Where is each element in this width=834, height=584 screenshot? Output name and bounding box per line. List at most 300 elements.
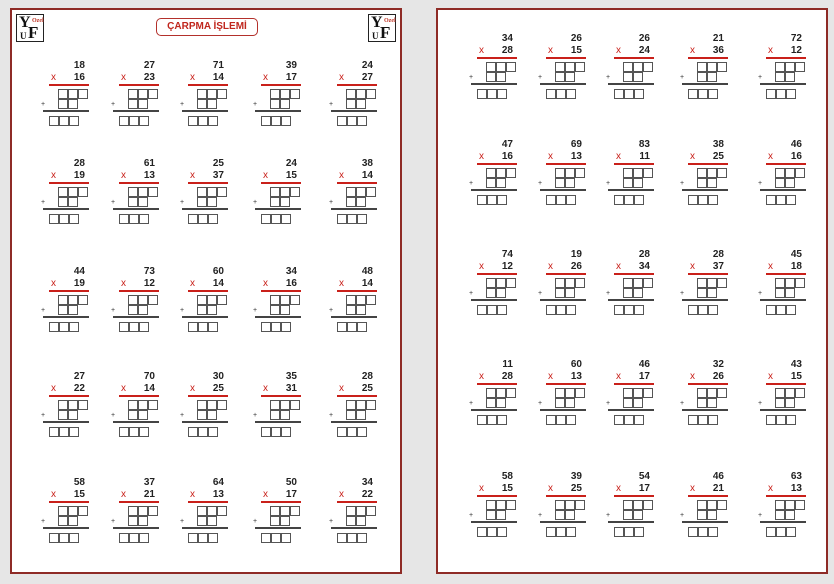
multiplicand: 60: [212, 266, 224, 277]
red-underline: [546, 163, 586, 165]
multiply-sign: x: [51, 278, 56, 289]
multiplier: 19: [73, 170, 85, 181]
answer-box: [346, 305, 356, 315]
answer-box: [775, 72, 785, 82]
answer-box: [356, 295, 366, 305]
multiplier: 37: [712, 261, 724, 272]
multiply-sign: x: [616, 45, 621, 56]
answer-box: [707, 510, 717, 520]
multiplication-problem: [608, 249, 656, 323]
answer-box: [566, 527, 576, 537]
multiplication-problem: [182, 60, 230, 134]
multiplication-problem: [760, 33, 808, 107]
answer-box: [49, 116, 59, 126]
answer-box: [197, 295, 207, 305]
logo-icon-right: Y Ozel U F: [368, 14, 396, 42]
red-underline: [477, 383, 517, 385]
answer-box: [717, 168, 727, 178]
answer-box: [776, 415, 786, 425]
sum-line: [471, 83, 517, 85]
multiply-sign: x: [690, 483, 695, 494]
answer-box: [795, 168, 805, 178]
multiplicand: 45: [790, 249, 802, 260]
red-underline: [119, 395, 159, 397]
multiplicand: 63: [790, 471, 802, 482]
answer-box: [506, 278, 516, 288]
answer-box: [486, 168, 496, 178]
multiplier: 14: [143, 383, 155, 394]
answer-box: [337, 427, 347, 437]
answer-box: [623, 500, 633, 510]
multiplicand: 24: [285, 158, 297, 169]
multiplier: 16: [790, 151, 802, 162]
red-underline: [477, 273, 517, 275]
answer-box: [280, 187, 290, 197]
multiplicand: 47: [501, 139, 513, 150]
multiplier: 13: [143, 170, 155, 181]
answer-box: [347, 322, 357, 332]
sum-line: [182, 316, 228, 318]
answer-box: [565, 388, 575, 398]
sum-line: [182, 527, 228, 529]
sum-line: [331, 527, 377, 529]
answer-box: [138, 400, 148, 410]
answer-box: [707, 62, 717, 72]
sum-line: [182, 110, 228, 112]
sum-line: [608, 409, 654, 411]
multiply-sign: x: [616, 261, 621, 272]
answer-box: [565, 62, 575, 72]
answer-box: [496, 72, 506, 82]
red-underline: [261, 501, 301, 503]
sum-line: [608, 83, 654, 85]
answer-box: [197, 99, 207, 109]
multiply-sign: x: [190, 72, 195, 83]
answer-box: [496, 398, 506, 408]
red-underline: [477, 163, 517, 165]
answer-box: [688, 527, 698, 537]
plus-sign: +: [469, 180, 474, 187]
answer-box: [707, 168, 717, 178]
answer-box: [486, 62, 496, 72]
plus-sign: +: [253, 307, 258, 314]
answer-box: [208, 533, 218, 543]
answer-box: [139, 322, 149, 332]
answer-box: [623, 62, 633, 72]
multiplier: 12: [790, 45, 802, 56]
answer-box: [634, 305, 644, 315]
answer-box: [139, 427, 149, 437]
multiplicand: 39: [285, 60, 297, 71]
plus-sign: +: [680, 180, 685, 187]
answer-box: [366, 295, 376, 305]
answer-box: [633, 388, 643, 398]
multiplication-problem: [760, 249, 808, 323]
multiply-sign: x: [263, 278, 268, 289]
multiplication-problem: [182, 266, 230, 340]
answer-box: [555, 510, 565, 520]
answer-box: [128, 295, 138, 305]
plus-sign: +: [758, 74, 763, 81]
multiplier: 15: [73, 489, 85, 500]
answer-box: [555, 278, 565, 288]
answer-box: [486, 178, 496, 188]
answer-box: [58, 516, 68, 526]
worksheet-page-right: [436, 8, 828, 574]
sum-line: [331, 208, 377, 210]
multiplication-problem: [255, 371, 303, 445]
answer-box: [128, 305, 138, 315]
answer-box: [337, 322, 347, 332]
multiplicand: 28: [638, 249, 650, 260]
answer-box: [197, 305, 207, 315]
red-underline: [546, 495, 586, 497]
red-underline: [337, 182, 377, 184]
answer-box: [346, 187, 356, 197]
multiplicand: 27: [143, 60, 155, 71]
answer-box: [290, 187, 300, 197]
multiply-sign: x: [768, 261, 773, 272]
multiplier: 14: [361, 278, 373, 289]
multiplier: 37: [212, 170, 224, 181]
answer-box: [280, 410, 290, 420]
sum-line: [760, 409, 806, 411]
multiplicand: 30: [212, 371, 224, 382]
answer-box: [128, 187, 138, 197]
multiplier: 25: [712, 151, 724, 162]
multiplication-problem: [471, 359, 519, 433]
plus-sign: +: [180, 101, 185, 108]
multiply-sign: x: [768, 371, 773, 382]
answer-box: [280, 295, 290, 305]
answer-box: [68, 187, 78, 197]
answer-box: [785, 288, 795, 298]
answer-box: [347, 427, 357, 437]
answer-box: [129, 322, 139, 332]
answer-box: [497, 305, 507, 315]
answer-box: [633, 288, 643, 298]
multiplication-problem: [255, 477, 303, 551]
multiply-sign: x: [479, 483, 484, 494]
sum-line: [113, 527, 159, 529]
answer-box: [346, 506, 356, 516]
answer-box: [634, 195, 644, 205]
answer-box: [148, 506, 158, 516]
sum-line: [540, 83, 586, 85]
multiplier: 16: [73, 72, 85, 83]
multiplicand: 50: [285, 477, 297, 488]
answer-box: [697, 62, 707, 72]
multiplicand: 72: [790, 33, 802, 44]
multiplicand: 11: [502, 359, 513, 370]
answer-box: [129, 427, 139, 437]
red-underline: [119, 501, 159, 503]
sum-line: [682, 521, 728, 523]
answer-box: [487, 415, 497, 425]
answer-box: [575, 500, 585, 510]
plus-sign: +: [111, 307, 116, 314]
sum-line: [471, 299, 517, 301]
answer-box: [366, 506, 376, 516]
answer-box: [270, 305, 280, 315]
answer-box: [707, 278, 717, 288]
answer-box: [49, 322, 59, 332]
answer-box: [280, 506, 290, 516]
red-underline: [688, 383, 728, 385]
multiplier: 36: [712, 45, 724, 56]
sum-line: [760, 299, 806, 301]
answer-box: [497, 527, 507, 537]
multiplication-problem: [682, 359, 730, 433]
answer-box: [697, 288, 707, 298]
multiply-sign: x: [768, 151, 773, 162]
answer-box: [356, 400, 366, 410]
answer-box: [633, 72, 643, 82]
multiplicand: 39: [570, 471, 582, 482]
red-underline: [614, 273, 654, 275]
plus-sign: +: [538, 74, 543, 81]
answer-box: [785, 510, 795, 520]
multiplicand: 25: [212, 158, 224, 169]
plus-sign: +: [469, 74, 474, 81]
plus-sign: +: [469, 400, 474, 407]
answer-box: [217, 400, 227, 410]
answer-box: [197, 197, 207, 207]
answer-box: [280, 400, 290, 410]
answer-box: [623, 178, 633, 188]
answer-box: [356, 197, 366, 207]
answer-box: [707, 388, 717, 398]
multiplication-problem: [682, 139, 730, 213]
answer-box: [496, 288, 506, 298]
answer-box: [270, 99, 280, 109]
answer-box: [49, 214, 59, 224]
answer-box: [634, 527, 644, 537]
answer-box: [357, 116, 367, 126]
answer-box: [766, 527, 776, 537]
answer-box: [708, 527, 718, 537]
multiply-sign: x: [690, 151, 695, 162]
red-underline: [337, 290, 377, 292]
answer-box: [119, 116, 129, 126]
answer-box: [290, 295, 300, 305]
answer-box: [486, 72, 496, 82]
answer-box: [357, 322, 367, 332]
plus-sign: +: [41, 518, 46, 525]
answer-box: [565, 168, 575, 178]
multiplication-problem: [113, 371, 161, 445]
multiply-sign: x: [690, 371, 695, 382]
answer-box: [633, 510, 643, 520]
multiplicand: 71: [212, 60, 224, 71]
answer-box: [207, 89, 217, 99]
answer-box: [477, 415, 487, 425]
answer-box: [357, 214, 367, 224]
red-underline: [188, 395, 228, 397]
plus-sign: +: [469, 512, 474, 519]
answer-box: [138, 295, 148, 305]
multiply-sign: x: [616, 371, 621, 382]
answer-box: [487, 89, 497, 99]
multiplicand: 46: [712, 471, 724, 482]
answer-box: [356, 410, 366, 420]
multiply-sign: x: [548, 261, 553, 272]
multiplier: 34: [638, 261, 650, 272]
red-underline: [49, 84, 89, 86]
answer-box: [717, 278, 727, 288]
multiplication-problem: [43, 477, 91, 551]
multiply-sign: x: [479, 45, 484, 56]
answer-box: [486, 388, 496, 398]
answer-box: [58, 99, 68, 109]
multiplier: 23: [143, 72, 155, 83]
sum-line: [540, 299, 586, 301]
answer-box: [207, 99, 217, 109]
multiplier: 15: [501, 483, 513, 494]
multiplication-problem: [471, 33, 519, 107]
answer-box: [347, 533, 357, 543]
answer-box: [198, 427, 208, 437]
plus-sign: +: [680, 290, 685, 297]
sum-line: [113, 316, 159, 318]
answer-box: [497, 195, 507, 205]
answer-box: [775, 168, 785, 178]
multiply-sign: x: [479, 261, 484, 272]
answer-box: [207, 187, 217, 197]
sum-line: [331, 110, 377, 112]
answer-box: [261, 322, 271, 332]
answer-box: [128, 197, 138, 207]
red-underline: [337, 84, 377, 86]
answer-box: [366, 187, 376, 197]
answer-box: [624, 89, 634, 99]
answer-box: [138, 187, 148, 197]
plus-sign: +: [41, 101, 46, 108]
answer-box: [280, 197, 290, 207]
answer-box: [633, 500, 643, 510]
multiplication-problem: [471, 249, 519, 323]
answer-box: [208, 427, 218, 437]
red-underline: [49, 395, 89, 397]
answer-box: [623, 288, 633, 298]
answer-box: [566, 195, 576, 205]
answer-box: [59, 116, 69, 126]
answer-box: [487, 527, 497, 537]
answer-box: [707, 288, 717, 298]
answer-box: [280, 516, 290, 526]
multiplication-problem: [255, 266, 303, 340]
answer-box: [280, 99, 290, 109]
plus-sign: +: [180, 518, 185, 525]
multiply-sign: x: [690, 261, 695, 272]
multiplier: 17: [638, 371, 650, 382]
answer-box: [207, 516, 217, 526]
sum-line: [255, 316, 301, 318]
sum-line: [182, 421, 228, 423]
answer-box: [555, 168, 565, 178]
answer-box: [281, 116, 291, 126]
answer-box: [197, 506, 207, 516]
answer-box: [356, 99, 366, 109]
plus-sign: +: [253, 199, 258, 206]
answer-box: [697, 178, 707, 188]
answer-box: [486, 278, 496, 288]
answer-box: [346, 295, 356, 305]
red-underline: [688, 495, 728, 497]
multiplication-problem: [255, 60, 303, 134]
answer-box: [614, 89, 624, 99]
answer-box: [197, 187, 207, 197]
answer-box: [188, 322, 198, 332]
multiply-sign: x: [616, 483, 621, 494]
answer-box: [575, 388, 585, 398]
answer-box: [69, 427, 79, 437]
answer-box: [643, 278, 653, 288]
answer-box: [261, 116, 271, 126]
answer-box: [197, 89, 207, 99]
sum-line: [182, 208, 228, 210]
multiplicand: 34: [501, 33, 513, 44]
multiplier: 17: [638, 483, 650, 494]
answer-box: [217, 89, 227, 99]
answer-box: [698, 89, 708, 99]
multiplier: 17: [285, 489, 297, 500]
answer-box: [795, 278, 805, 288]
answer-box: [707, 72, 717, 82]
multiplicand: 70: [143, 371, 155, 382]
answer-box: [546, 527, 556, 537]
multiplier: 27: [361, 72, 373, 83]
answer-box: [496, 500, 506, 510]
multiplier: 24: [638, 45, 650, 56]
answer-box: [128, 89, 138, 99]
answer-box: [633, 178, 643, 188]
red-underline: [614, 495, 654, 497]
red-underline: [477, 57, 517, 59]
sum-line: [255, 208, 301, 210]
answer-box: [555, 288, 565, 298]
plus-sign: +: [680, 74, 685, 81]
plus-sign: +: [606, 74, 611, 81]
multiply-sign: x: [548, 151, 553, 162]
multiplier: 13: [790, 483, 802, 494]
multiplicand: 44: [73, 266, 85, 277]
multiplication-problem: [43, 371, 91, 445]
answer-box: [795, 388, 805, 398]
multiplicand: 37: [143, 477, 155, 488]
answer-box: [697, 398, 707, 408]
answer-box: [290, 506, 300, 516]
answer-box: [634, 89, 644, 99]
multiply-sign: x: [190, 278, 195, 289]
answer-box: [698, 415, 708, 425]
answer-box: [49, 427, 59, 437]
answer-box: [566, 305, 576, 315]
multiplication-problem: [608, 139, 656, 213]
answer-box: [565, 278, 575, 288]
answer-box: [565, 288, 575, 298]
plus-sign: +: [538, 290, 543, 297]
plus-sign: +: [606, 290, 611, 297]
plus-sign: +: [606, 180, 611, 187]
answer-box: [78, 187, 88, 197]
answer-box: [208, 214, 218, 224]
answer-box: [59, 533, 69, 543]
sum-line: [682, 299, 728, 301]
answer-box: [69, 322, 79, 332]
multiplicand: 24: [361, 60, 373, 71]
answer-box: [776, 305, 786, 315]
